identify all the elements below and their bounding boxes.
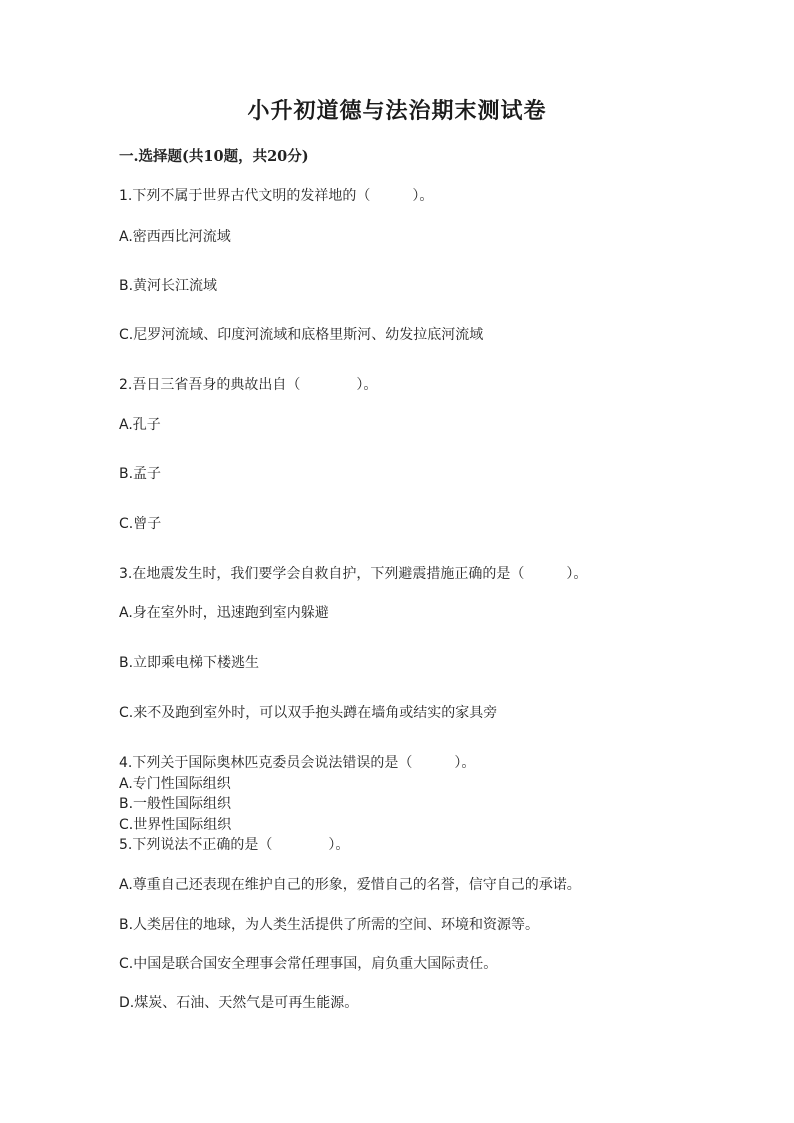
question-5-option-a: A.尊重自己还表现在维护自己的形象，爱惜自己的名誉，信守自己的承诺。 <box>119 877 581 893</box>
question-2-stem: 2.吾日三省吾身的典故出自（ ）。 <box>119 377 378 393</box>
question-5-option-b: B.人类居住的地球，为人类生活提供了所需的空间、环境和资源等。 <box>119 917 540 933</box>
question-4-option-a: A.专门性国际组织 <box>119 776 231 792</box>
question-3-option-b: B.立即乘电梯下楼逃生 <box>119 655 260 671</box>
question-4-stem: 4.下列关于国际奥林匹克委员会说法错误的是（ ）。 <box>119 755 476 771</box>
question-5-option-c: C.中国是联合国安全理事会常任理事国，肩负重大国际责任。 <box>119 956 498 972</box>
question-2-option-c: C.曾子 <box>119 516 162 532</box>
question-4-option-b: B.一般性国际组织 <box>119 796 232 812</box>
question-5-stem: 5.下列说法不正确的是（ ）。 <box>119 837 350 853</box>
question-2-option-b: B.孟子 <box>119 466 162 482</box>
page-title: 小升初道德与法治期末测试卷 <box>247 98 547 124</box>
question-1-stem: 1.下列不属于世界古代文明的发祥地的（ ）。 <box>119 188 434 204</box>
question-1-option-c: C.尼罗河流域、印度河流域和底格里斯河、幼发拉底河流域 <box>119 327 484 343</box>
question-5-option-d: D.煤炭、石油、天然气是可再生能源。 <box>119 995 359 1011</box>
question-3-option-a: A.身在室外时，迅速跑到室内躲避 <box>119 605 329 621</box>
question-3-stem: 3.在地震发生时，我们要学会自救自护，下列避震措施正确的是（ ）。 <box>119 566 588 582</box>
question-2-option-a: A.孔子 <box>119 417 161 433</box>
question-4-option-c: C.世界性国际组织 <box>119 817 232 833</box>
question-1-option-a: A.密西西比河流域 <box>119 229 231 245</box>
question-3-option-c: C.来不及跑到室外时，可以双手抱头蹲在墙角或结实的家具旁 <box>119 705 498 721</box>
section-heading: 一.选择题(共10题，共20分) <box>119 148 309 165</box>
question-1-option-b: B.黄河长江流域 <box>119 278 218 294</box>
